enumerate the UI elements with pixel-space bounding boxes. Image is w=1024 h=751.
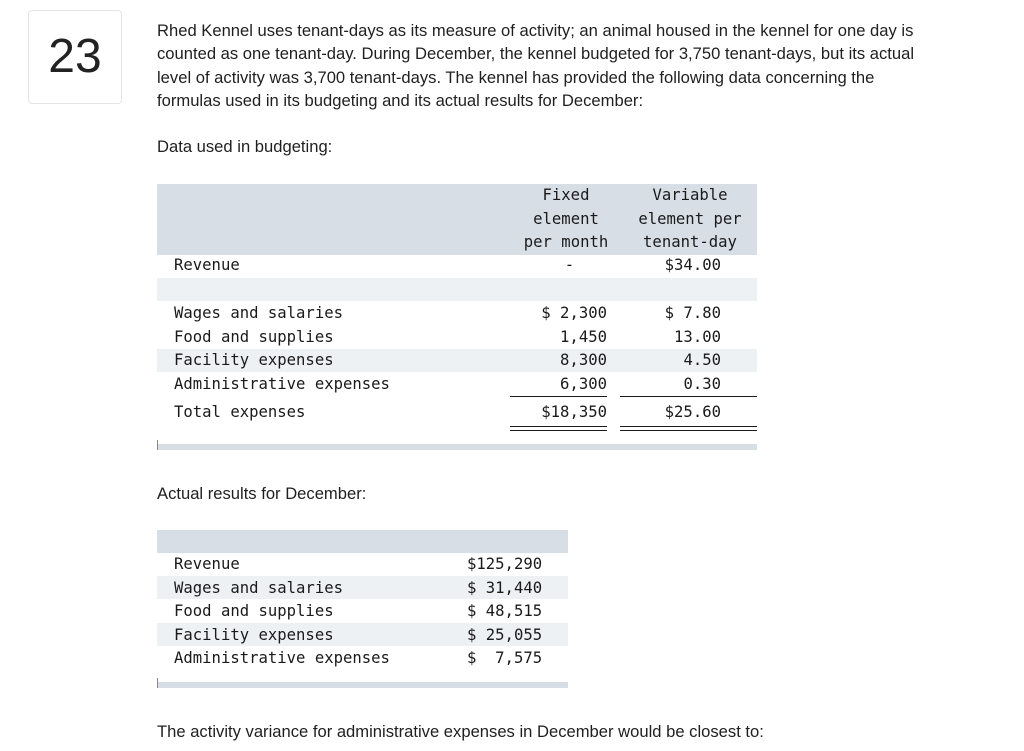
row-value: $125,290 xyxy=(467,555,543,573)
actual-table-scrollbar[interactable] xyxy=(157,682,568,688)
row-label: Administrative expenses xyxy=(174,649,390,667)
budget-table-scrollbar[interactable] xyxy=(157,444,757,450)
variable-value: 4.50 xyxy=(683,351,721,369)
variable-double-rule-top xyxy=(620,426,757,427)
fixed-value: 6,300 xyxy=(560,374,607,393)
fixed-header-line-3: per month xyxy=(523,233,609,252)
fixed-subtotal-rule xyxy=(510,396,607,397)
budget-expense-row xyxy=(157,349,757,373)
fixed-double-rule-bottom xyxy=(510,430,607,431)
actual-row xyxy=(157,600,568,624)
fixed-value: 8,300 xyxy=(560,351,607,369)
fixed-column-header xyxy=(510,184,622,255)
actual-row xyxy=(157,577,568,601)
fixed-header-line-1: Fixed xyxy=(542,186,590,204)
fixed-header-line-2: element xyxy=(533,209,599,228)
budget-expense-row xyxy=(157,373,757,397)
row-value: $ 48,515 xyxy=(467,602,543,620)
row-label: Total expenses xyxy=(174,403,306,421)
variable-header-line-1: Variable xyxy=(652,186,728,204)
row-label: Revenue xyxy=(174,256,240,274)
variable-header-line-2: element per xyxy=(638,209,742,228)
fixed-value: $ 2,300 xyxy=(541,304,607,322)
actual-row xyxy=(157,624,568,648)
budget-revenue-row xyxy=(157,254,757,278)
budget-spacer-row xyxy=(157,278,757,301)
row-label: Food and supplies xyxy=(174,327,334,346)
row-label: Wages and salaries xyxy=(174,304,343,322)
row-label: Administrative expenses xyxy=(174,374,390,393)
actual-header-band xyxy=(157,530,568,553)
budget-expense-row xyxy=(157,326,757,350)
question-prompt: The activity variance for administrative expenses in December would be closest to: xyxy=(157,722,764,741)
row-value: $ 7,575 xyxy=(467,649,543,667)
fixed-value: - xyxy=(564,256,575,274)
row-label: Facility expenses xyxy=(174,625,334,644)
variable-double-rule-bottom xyxy=(620,430,757,431)
fixed-value: 1,450 xyxy=(560,327,607,346)
variable-column-header xyxy=(625,184,755,255)
budget-expense-row xyxy=(157,302,757,326)
row-label: Food and supplies xyxy=(174,602,334,620)
fixed-total-value: $18,350 xyxy=(541,403,607,421)
actual-row xyxy=(157,553,568,577)
variable-subtotal-rule xyxy=(620,396,757,397)
fixed-double-rule-top xyxy=(510,426,607,427)
variable-total-value: $25.60 xyxy=(664,403,721,421)
row-value: $ 25,055 xyxy=(467,625,543,644)
row-label: Wages and salaries xyxy=(174,578,343,597)
row-value: $ 31,440 xyxy=(467,578,543,597)
variable-value: 13.00 xyxy=(674,327,721,346)
variable-header-line-3: tenant-day xyxy=(643,233,737,252)
variable-value: 0.30 xyxy=(683,374,721,393)
problem-statement: Rhed Kennel uses tenant-days as its measure of activity; an animal housed in the kennel for one day is counted as one tenant-day. During December, the kennel budgeted for 3,750 tenant-days, but its actual level of activity was 3,700 tenant-days. The kennel has provided the following data concerning the formulas used in its budgeting and its actual results for December: xyxy=(157,21,915,111)
actual-section-label: Actual results for December: xyxy=(157,484,367,503)
budget-section-label: Data used in budgeting: xyxy=(157,137,333,156)
variable-value: $ 7.80 xyxy=(664,304,721,322)
question-number: 23 xyxy=(28,10,122,104)
row-label: Revenue xyxy=(174,555,240,573)
variable-value: $34.00 xyxy=(664,256,721,274)
actual-row xyxy=(157,647,568,671)
row-label: Facility expenses xyxy=(174,351,334,369)
budget-total-row xyxy=(157,401,757,425)
